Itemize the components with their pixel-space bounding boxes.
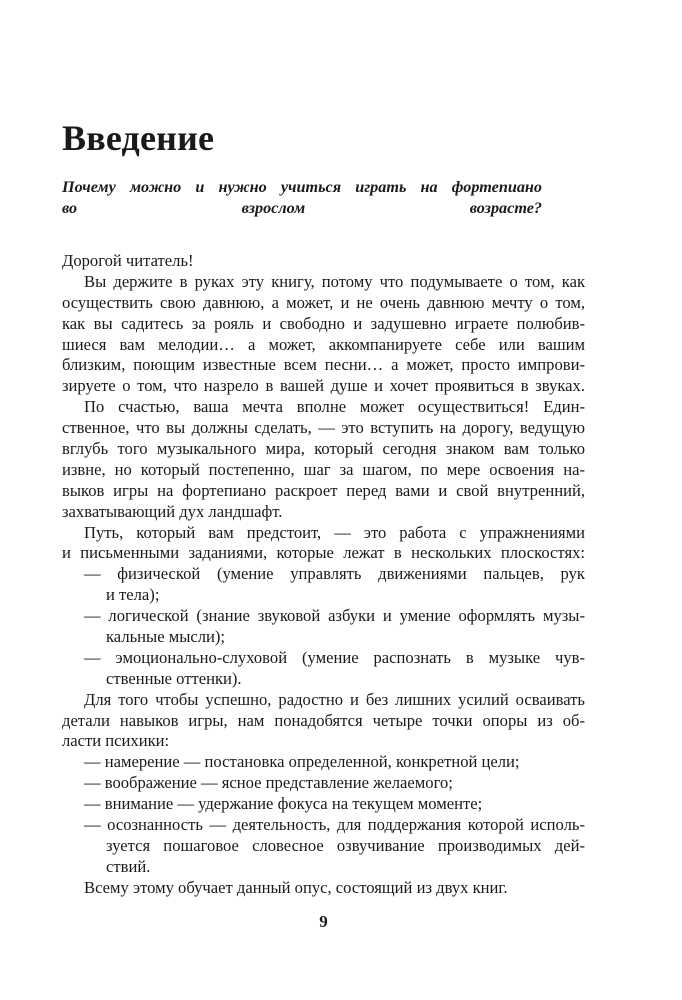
list-item-line: зуется пошаговое словесное озвучивание производимых дей- xyxy=(106,835,585,855)
book-page xyxy=(62,0,585,1000)
subtitle-line: Почему можно и нужно учиться играть на фортепиано xyxy=(62,178,542,196)
list-item-line: ствий. xyxy=(106,856,151,876)
list-item-line: — намерение — постановка определенной, конкретной цели; xyxy=(84,752,520,772)
paragraph-line: детали навыков игры, нам понадобятся четыре точки опоры из об- xyxy=(62,710,585,730)
paragraph-line: выков игры на фортепиано раскроет перед вами и свой внутренний, xyxy=(62,480,585,500)
paragraph-line: зируете о том, что назрело в вашей душе и хочет проявиться в звуках. xyxy=(62,376,585,396)
paragraph-line: Для того чтобы успешно, радостно и без лишних усилий осваивать xyxy=(84,689,585,709)
list-item-line: — воображение — ясное представление желаемого; xyxy=(84,773,453,793)
paragraph-line: шиеся вам мелодии… а может, аккомпанируете себе или вашим xyxy=(62,334,585,354)
paragraph-line: осуществить свою давнюю, а может, и не очень давнюю мечту о том, xyxy=(62,292,585,312)
paragraph-line: как вы садитесь за рояль и свободно и задушевно играете полюбив- xyxy=(62,313,585,333)
paragraph-line: Вы держите в руках эту книгу, потому что подумываете о том, как xyxy=(84,271,585,291)
subtitle-line: во взрослом возрасте? xyxy=(62,198,542,217)
paragraph-line: извне, но который постепенно, шаг за шагом, по мере освоения на- xyxy=(62,459,585,479)
paragraph-line: По счастью, ваша мечта вполне может осуществиться! Един- xyxy=(84,397,585,417)
list-item-line: — осознанность — деятельность, для поддержания которой исполь- xyxy=(84,815,585,835)
list-item-line: — физической (умение управлять движениями пальцев, рук xyxy=(84,564,585,584)
page-number: 9 xyxy=(319,912,328,931)
paragraph-line: ласти психики: xyxy=(62,731,170,751)
list-item-line: — логической (знание звуковой азбуки и умение оформлять музы- xyxy=(84,606,585,626)
list-item-line: ственные оттенки). xyxy=(106,668,242,688)
chapter-subtitle xyxy=(62,177,542,219)
list-item-line: — эмоционально-слуховой (умение распознать в музыке чув- xyxy=(84,647,585,667)
paragraph-line: близким, поющим известные всем песни… а может, просто импрови- xyxy=(62,355,585,375)
list-item-line: кальные мысли); xyxy=(106,627,226,647)
chapter-title: Введение xyxy=(62,118,215,158)
list-item-line: — внимание — удержание фокуса на текущем моменте; xyxy=(84,794,483,814)
greeting-line: Дорогой читатель! xyxy=(62,251,194,270)
paragraph-line: вглубь того музыкального мира, который сегодня знаком вам только xyxy=(62,439,585,459)
paragraph-line: Всему этому обучает данный опус, состоящий из двух книг. xyxy=(84,877,508,897)
paragraph-line: Путь, который вам предстоит, — это работа с упражнениями xyxy=(84,522,585,542)
paragraph-line: захватывающий дух ландшафт. xyxy=(62,501,283,521)
body-text xyxy=(62,251,585,899)
paragraph-line: ственное, что вы должны сделать, — это вступить на дорогу, ведущую xyxy=(62,418,585,438)
list-item-line: и тела); xyxy=(106,585,160,605)
paragraph-line: и письменными заданиями, которые лежат в нескольких плоскостях: xyxy=(62,543,585,563)
